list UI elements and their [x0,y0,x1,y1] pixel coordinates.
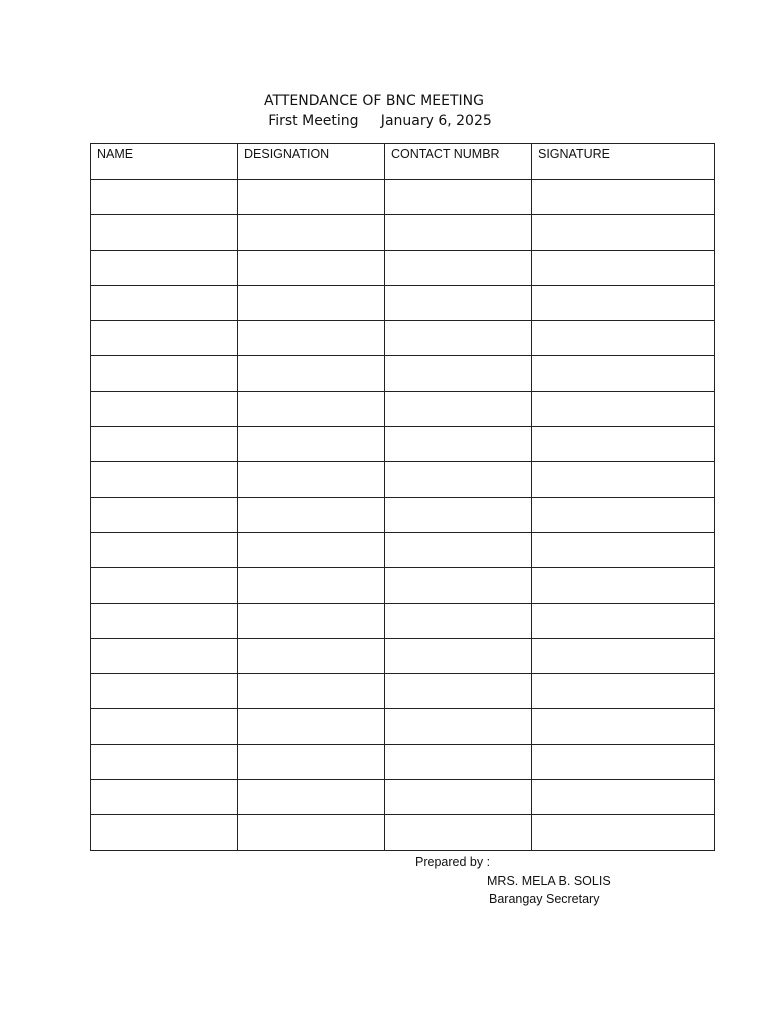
name-cell [91,215,238,250]
designation-cell [238,674,385,709]
table-row [91,603,715,638]
document-subtitle: First Meeting January 6, 2025 [268,113,492,129]
signature-cell [532,709,715,744]
table-row [91,391,715,426]
designation-cell [238,532,385,567]
designation-cell [238,356,385,391]
column-header-name: NAME [91,144,238,180]
signature-cell [532,356,715,391]
table-row [91,709,715,744]
table-row [91,321,715,356]
designation-cell [238,603,385,638]
designation-cell [238,285,385,320]
name-cell [91,462,238,497]
prepared-by-label: Prepared by : [415,855,491,869]
designation-cell [238,568,385,603]
table-row [91,815,715,850]
table-row [91,532,715,567]
designation-cell [238,391,385,426]
contact-number-cell [385,568,532,603]
signature-cell [532,391,715,426]
contact-number-cell [385,532,532,567]
designation-cell [238,462,385,497]
name-cell [91,780,238,815]
contact-number-cell [385,780,532,815]
name-cell [91,285,238,320]
table-row [91,180,715,215]
signature-cell [532,215,715,250]
contact-number-cell [385,497,532,532]
designation-cell [238,427,385,462]
signature-cell [532,638,715,673]
name-cell [91,603,238,638]
signature-cell [532,427,715,462]
designation-cell [238,744,385,779]
table-row [91,250,715,285]
designation-cell [238,215,385,250]
name-cell [91,356,238,391]
signature-cell [532,744,715,779]
name-cell [91,497,238,532]
name-cell [91,568,238,603]
name-cell [91,321,238,356]
column-header-designation: DESIGNATION [238,144,385,180]
document-title: ATTENDANCE OF BNC MEETING [264,93,484,109]
name-cell [91,709,238,744]
signature-cell [532,603,715,638]
name-cell [91,532,238,567]
name-cell [91,250,238,285]
table-row [91,638,715,673]
contact-number-cell [385,638,532,673]
name-cell [91,744,238,779]
signer-position: Barangay Secretary [489,892,600,906]
attendance-table [90,143,715,851]
attendance-rows [91,180,715,851]
signature-cell [532,180,715,215]
table-row [91,744,715,779]
name-cell [91,427,238,462]
column-header-contact-number: CONTACT NUMBR [385,144,532,180]
designation-cell [238,638,385,673]
designation-cell [238,709,385,744]
signature-cell [532,532,715,567]
contact-number-cell [385,709,532,744]
table-row [91,462,715,497]
contact-number-cell [385,674,532,709]
table-row [91,497,715,532]
contact-number-cell [385,744,532,779]
designation-cell [238,250,385,285]
contact-number-cell [385,462,532,497]
designation-cell [238,815,385,850]
designation-cell [238,321,385,356]
signature-cell [532,250,715,285]
header-row [91,144,715,180]
table-row [91,427,715,462]
table-row [91,356,715,391]
contact-number-cell [385,215,532,250]
table-row [91,780,715,815]
signer-name: MRS. MELA B. SOLIS [487,874,611,888]
table-row [91,215,715,250]
contact-number-cell [385,391,532,426]
contact-number-cell [385,321,532,356]
name-cell [91,815,238,850]
contact-number-cell [385,427,532,462]
signature-cell [532,497,715,532]
signature-cell [532,568,715,603]
name-cell [91,638,238,673]
signature-cell [532,462,715,497]
signature-cell [532,674,715,709]
designation-cell [238,497,385,532]
signature-cell [532,321,715,356]
contact-number-cell [385,285,532,320]
contact-number-cell [385,250,532,285]
table-row [91,568,715,603]
contact-number-cell [385,603,532,638]
contact-number-cell [385,815,532,850]
contact-number-cell [385,180,532,215]
contact-number-cell [385,356,532,391]
table-row [91,674,715,709]
table-row [91,285,715,320]
name-cell [91,391,238,426]
signature-cell [532,815,715,850]
column-header-signature: SIGNATURE [532,144,715,180]
signature-cell [532,285,715,320]
designation-cell [238,180,385,215]
designation-cell [238,780,385,815]
name-cell [91,674,238,709]
name-cell [91,180,238,215]
signature-cell [532,780,715,815]
